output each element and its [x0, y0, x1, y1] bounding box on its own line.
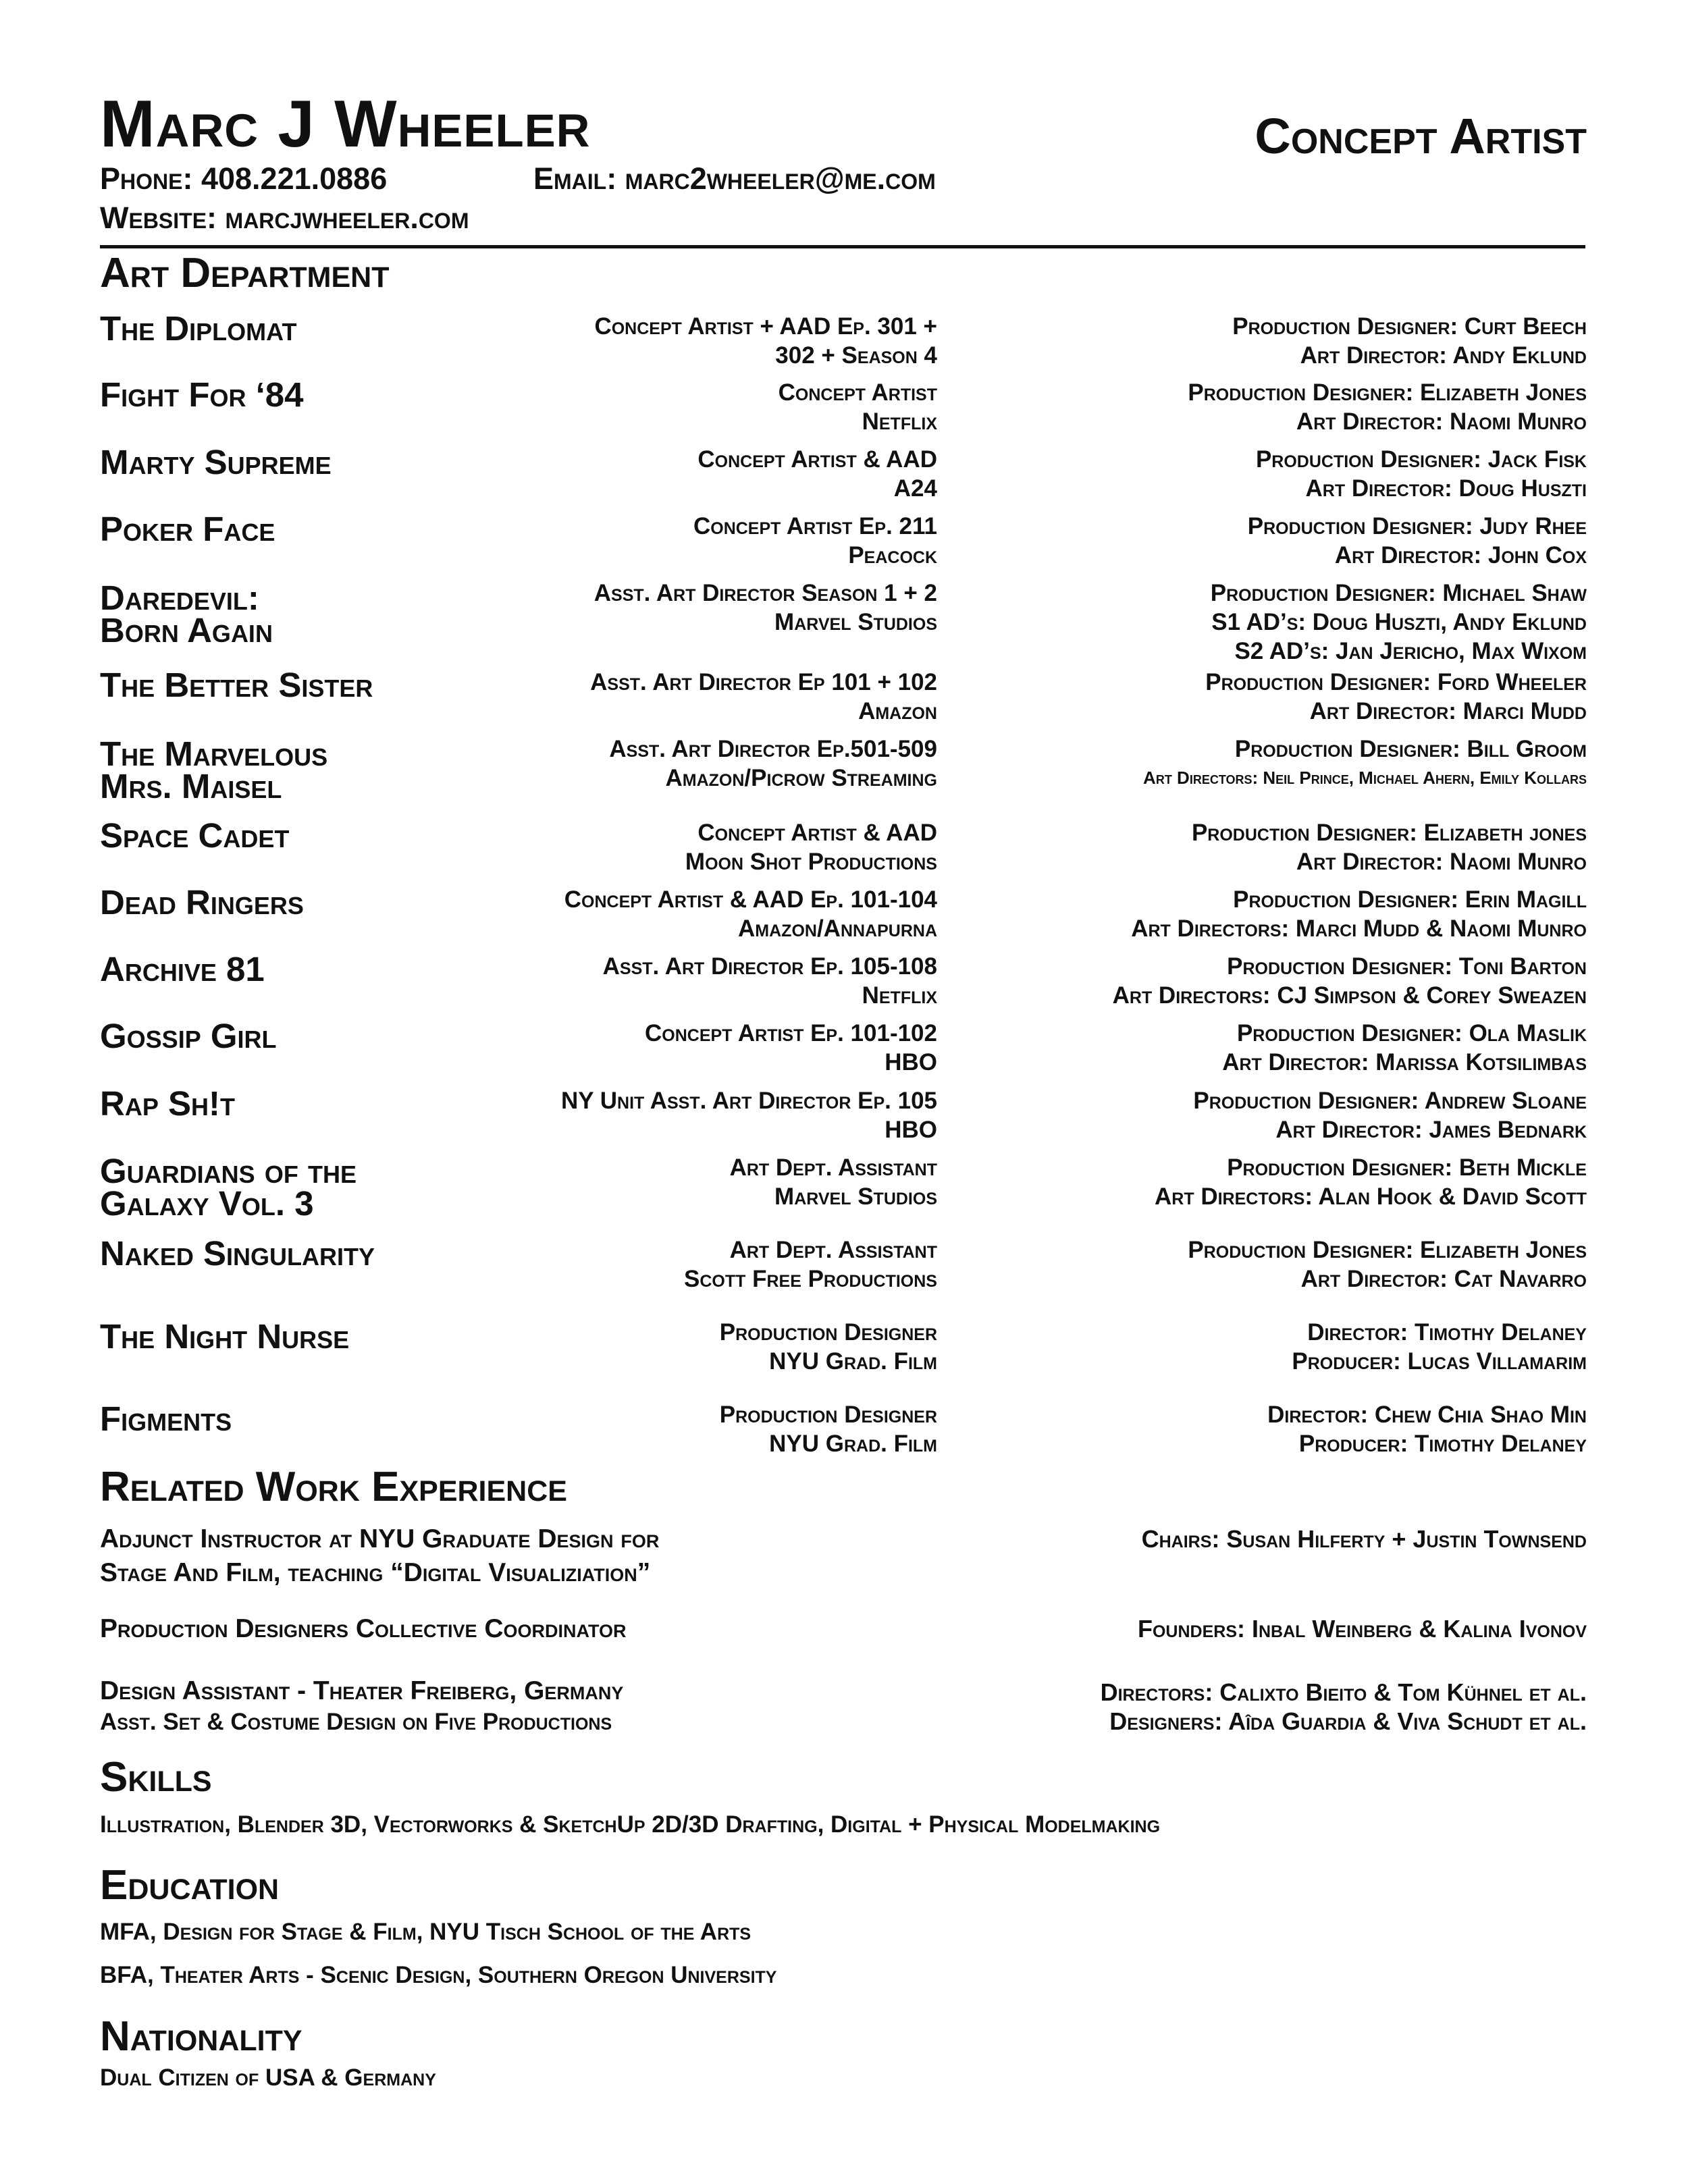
production-title: Naked Singularity	[100, 1234, 375, 1273]
credit-role: Concept Artist & AAD Moon Shot Productions	[685, 820, 937, 875]
credit-role: Concept Artist Ep. 101-102 HBO	[644, 1020, 937, 1075]
production-title: Gossip Girl	[100, 1017, 277, 1055]
credit-crew: Director: Chew Chia Shao Min Producer: Timothy Delaney	[1267, 1402, 1587, 1457]
credit-role: Asst. Art Director Ep.501-509 Amazon/Picrow Streaming	[609, 736, 937, 791]
production-title: Archive 81	[100, 950, 265, 988]
credit-crew: Production Designer: Ola Maslik Art Director: Marissa Kotsilimbas	[1222, 1020, 1587, 1075]
section-heading-skills: Skills	[100, 1754, 212, 1801]
credit-crew: Production Designer: Judy Rhee Art Director: John Cox	[1247, 513, 1587, 568]
credit-role: Art Dept. Assistant Scott Free Productions	[683, 1237, 937, 1292]
credit-role: Concept Artist Netflix	[778, 379, 937, 435]
credit-crew: Production Designer: Curt Beech Art Director: Andy Eklund	[1232, 313, 1587, 369]
credit-role: Production Designer NYU Grad. Film	[719, 1402, 937, 1457]
section-heading-related-work: Related Work Experience	[100, 1464, 567, 1510]
section-heading-education: Education	[100, 1862, 280, 1909]
credit-crew: Production Designer: Beth Mickle Art Directors: Alan Hook & David Scott	[1155, 1154, 1587, 1210]
production-title: Poker Face	[100, 510, 275, 548]
credit-crew: Production Designer: Michael Shaw S1 AD’s: Doug Huszti, Andy Eklund S2 AD’s: Jan Jericho, Max Wixom	[1210, 580, 1587, 664]
production-title: Space Cadet	[100, 816, 290, 855]
experience-description: Adjunct Instructor at NYU Graduate Design for Stage And Film, teaching “Digital Visualiziation”	[100, 1524, 660, 1587]
section-heading-nationality: Nationality	[100, 2013, 302, 2060]
section-heading-art-department: Art Department	[100, 250, 390, 296]
credit-role: Asst. Art Director Ep 101 + 102 Amazon	[590, 669, 937, 724]
credit-crew: Production Designer: Toni Barton Art Directors: CJ Simpson & Corey Sweazen	[1112, 953, 1587, 1009]
credit-role: Concept Artist + AAD Ep. 301 + 302 + Season 4	[594, 313, 937, 369]
credit-crew: Production Designer: Elizabeth Jones Art Director: Naomi Munro	[1188, 379, 1587, 435]
credit-crew: Director: Timothy Delaney Producer: Lucas Villamarim	[1292, 1319, 1587, 1375]
website-address: Website: marcjwheeler.com	[100, 201, 469, 235]
credit-crew: Production Designer: Elizabeth jones Art Director: Naomi Munro	[1191, 820, 1587, 875]
credit-role: Asst. Art Director Ep. 105-108 Netflix	[602, 953, 937, 1009]
resume-name: Marc J Wheeler	[100, 86, 591, 161]
production-title: Guardians of the Galaxy Vol. 3	[100, 1152, 357, 1223]
experience-description: Production Designers Collective Coordinator	[100, 1614, 627, 1643]
production-title: Fight For ‘84	[100, 375, 304, 414]
experience-contacts: Chairs: Susan Hilferty + Justin Townsend	[1141, 1525, 1587, 1553]
credit-crew: Production Designer: Bill Groom Art Directors: Neil Prince, Michael Ahern, Emily Kollars	[1143, 736, 1587, 788]
production-title: Dead Ringers	[100, 883, 304, 922]
nationality-text: Dual Citizen of USA & Germany	[100, 2065, 436, 2091]
header-divider	[100, 245, 1585, 248]
experience-contacts: Founders: Inbal Weinberg & Kalina Ivonov	[1138, 1615, 1587, 1643]
credit-crew: Production Designer: Ford Wheeler Art Director: Marci Mudd	[1205, 669, 1587, 724]
experience-contacts: Directors: Calixto Bieito & Tom Kühnel et al. Designers: Aîda Guardia & Viva Schudt et al.	[1100, 1678, 1587, 1735]
skills-list: Illustration, Blender 3D, Vectorworks & SketchUp 2D/3D Drafting, Digital + Physical Modelmaking	[100, 1811, 1161, 1838]
email-address: Email: marc2wheeler@me.com	[533, 161, 936, 196]
credit-role: Concept Artist & AAD A24	[697, 446, 937, 502]
credit-role: Asst. Art Director Season 1 + 2 Marvel Studios	[594, 580, 937, 635]
credit-crew: Production Designer: Erin Magill Art Directors: Marci Mudd & Naomi Munro	[1131, 886, 1587, 942]
production-title: Daredevil: Born Again	[100, 579, 273, 649]
resume-role: Concept Artist	[1255, 108, 1587, 164]
phone-number: Phone: 408.221.0886	[100, 161, 388, 196]
credit-role: NY Unit Asst. Art Director Ep. 105 HBO	[561, 1088, 937, 1143]
credit-role: Production Designer NYU Grad. Film	[719, 1319, 937, 1375]
production-title: The Diplomat	[100, 309, 297, 348]
credit-crew: Production Designer: Elizabeth Jones Art Director: Cat Navarro	[1188, 1237, 1587, 1292]
credit-crew: Production Designer: Jack Fisk Art Director: Doug Huszti	[1255, 446, 1587, 502]
education-entry: BFA, Theater Arts - Scenic Design, Southern Oregon University	[100, 1962, 777, 1988]
production-title: The Better Sister	[100, 666, 373, 704]
credit-role: Concept Artist & AAD Ep. 101-104 Amazon/Annapurna	[564, 886, 937, 942]
production-title: Marty Supreme	[100, 443, 332, 481]
education-entry: MFA, Design for Stage & Film, NYU Tisch School of the Arts	[100, 1919, 751, 1945]
production-title: Rap Sh!t	[100, 1084, 235, 1123]
credit-crew: Production Designer: Andrew Sloane Art Director: James Bednark	[1193, 1088, 1587, 1143]
production-title: Figments	[100, 1400, 232, 1438]
production-title: The Marvelous Mrs. Maisel	[100, 735, 328, 805]
credit-role: Art Dept. Assistant Marvel Studios	[729, 1154, 937, 1210]
production-title: The Night Nurse	[100, 1317, 350, 1356]
credit-role: Concept Artist Ep. 211 Peacock	[693, 513, 937, 568]
experience-description: Design Assistant - Theater Freiberg, Germany Asst. Set & Costume Design on Five Productions	[100, 1676, 624, 1735]
